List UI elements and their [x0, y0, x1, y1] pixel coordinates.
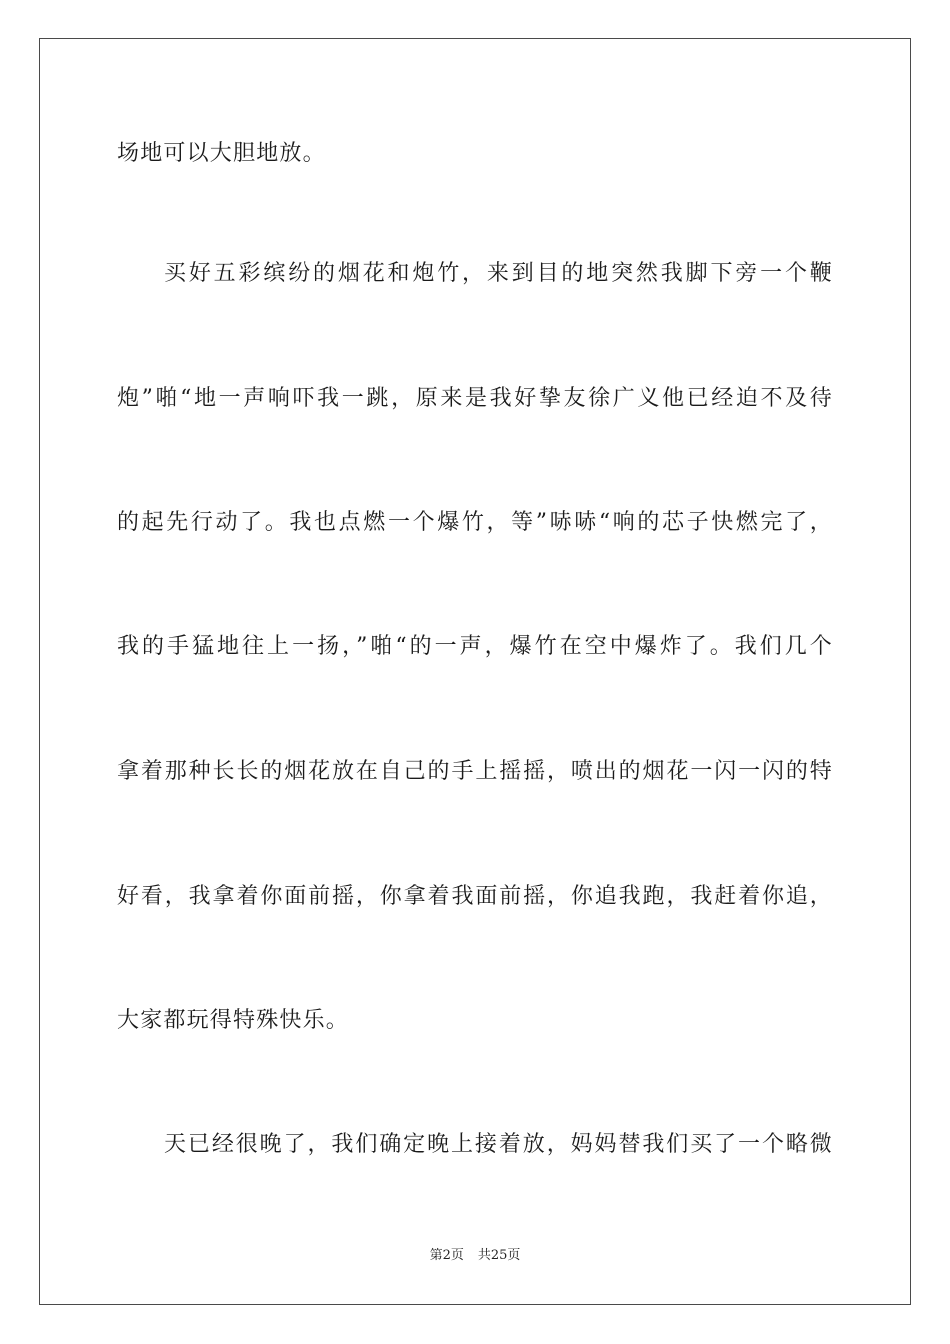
page-border	[39, 38, 911, 1305]
text-line: 炮”啪“地一声响吓我一跳，原来是我好挚友徐广义他已经迫不及待	[117, 386, 833, 411]
text-line: 好看，我拿着你面前摇，你拿着我面前摇，你追我跑，我赶着你追，	[117, 884, 833, 909]
text-line: 买好五彩缤纷的烟花和炮竹，来到目的地突然我脚下旁一个鞭	[164, 261, 833, 286]
text-line: 大家都玩得特殊快乐。	[117, 1008, 350, 1033]
page-footer	[0, 1247, 950, 1265]
page-number: 第2页	[429, 1248, 464, 1263]
page-total: 共25页	[477, 1248, 521, 1263]
text-line: 拿着那种长长的烟花放在自己的手上摇摇，喷出的烟花一闪一闪的特	[117, 759, 833, 784]
text-line: 天已经很晚了，我们确定晚上接着放，妈妈替我们买了一个略微	[164, 1132, 833, 1157]
text-line: 的起先行动了。我也点燃一个爆竹，等”哧哧“响的芯子快燃完了，	[117, 510, 833, 535]
text-line: 我的手猛地往上一扬，”啪“的一声，爆竹在空中爆炸了。我们几个	[117, 634, 833, 659]
text-line: 场地可以大胆地放。	[117, 141, 326, 166]
